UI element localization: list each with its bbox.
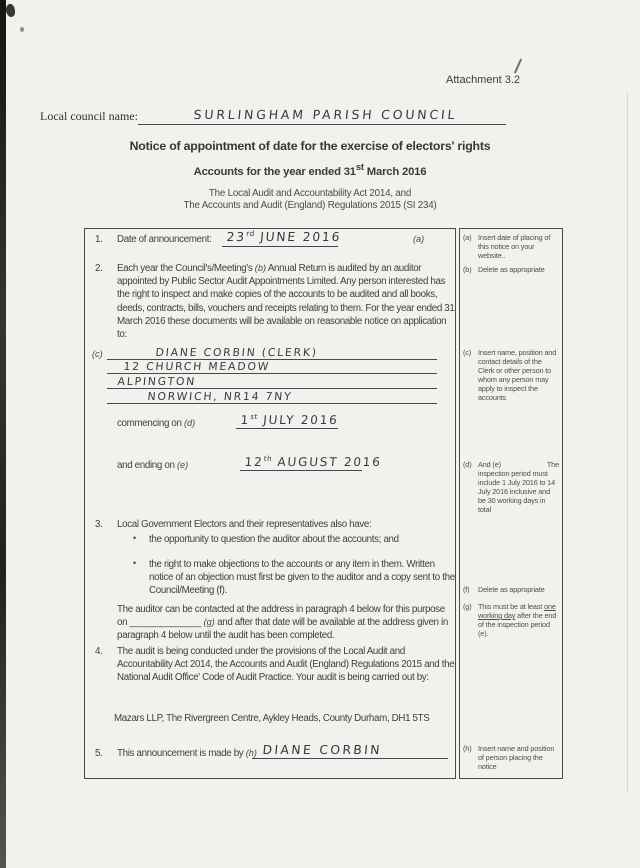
subtitle-ordinal: st [355, 161, 364, 172]
margin-note-d [463, 460, 559, 514]
note-b-ref: (b) [463, 265, 472, 274]
note-h-text: Insert name and position of person placing the notice [478, 744, 555, 771]
margin-note-h [463, 744, 559, 771]
item-2-text-post: Annual Return is audited by an auditor appointed by Public Sector Audit Appointments Limited. Any person interested has the right to inspect and make copies of the accounts to be audited and all books, deeds, contracts, bills, vouchers and receipts relating to them. For the year ended 31 March 2016 these documents will be available on reasonable notice on application to: [117, 263, 455, 341]
ending-handwriting [244, 454, 382, 469]
note-d-lead-row [478, 460, 559, 469]
commencing-label [117, 417, 195, 430]
address-line-4 [107, 389, 437, 404]
note-g-ref: (g) [463, 602, 472, 611]
page-title: Notice of appointment of date for the exercise of electors' rights [129, 139, 491, 153]
date-of-announcement-label: Date of announcement: [117, 234, 212, 245]
ref-d: (d) [183, 418, 196, 428]
ending-label-text: and ending on [117, 460, 177, 471]
bullet-1-dot: • [133, 533, 136, 543]
margin-note-g [463, 602, 559, 638]
commencing-ordinal: st [249, 412, 259, 421]
date-of-announcement-handwriting [226, 229, 342, 244]
scan-corner-mark [4, 3, 17, 18]
note-d-ref: (d) [463, 460, 472, 469]
note-g-body [478, 602, 559, 638]
item-4-number: 4. [95, 646, 103, 657]
note-d-text: inspection period must include 1 July 2016 to 14 July 2016 inclusive and be 30 working days in total [478, 469, 555, 514]
ending-ordinal: th [263, 454, 273, 463]
commencing-rest: JULY 2016 [257, 413, 340, 427]
address-line-1 [107, 345, 437, 360]
margin-note-b [463, 265, 559, 274]
ref-g: (g) [200, 617, 215, 628]
note-d-lead-right: The [546, 460, 559, 469]
ending-rest: AUGUST 2016 [271, 455, 383, 469]
council-name-line [138, 106, 506, 125]
margin-note-a [463, 233, 559, 260]
note-f-ref: (f) [463, 585, 470, 594]
commencing-day: 1 [240, 413, 251, 427]
note-a-text: Insert date of placing of this notice on your website.. [478, 233, 551, 260]
ending-day: 12 [244, 455, 265, 469]
subtitle-post: March 2016 [363, 165, 427, 178]
address-handwriting-2: 12 CHURCH MEADOW [123, 360, 271, 374]
margin-note-c [463, 348, 559, 402]
address-handwriting-1: DIANE CORBIN (CLERK) [155, 345, 319, 359]
pen-tick-mark [514, 58, 522, 73]
note-c-ref: (c) [463, 348, 472, 357]
item-5-number: 5. [95, 748, 103, 759]
note-g-post: after the end of the inspection period (e). [478, 611, 557, 638]
commencing-line [236, 411, 338, 429]
page-subtitle [70, 161, 550, 178]
auditor-text-post: and after that date will be available at the address given in paragraph 4 below until the audit has been completed. [117, 617, 448, 642]
note-f-text: Delete as appropriate [478, 585, 545, 594]
note-g-underlined: one working day [478, 602, 556, 620]
address-line-2 [107, 360, 437, 375]
announcement-made-by-label [117, 747, 257, 760]
council-name-handwriting: SURLINGHAM PARISH COUNCIL [193, 107, 458, 122]
auditor-text-pre: The auditor can be contacted at the address in paragraph 4 below for this purpose on [117, 604, 445, 629]
announcement-made-by-handwriting: DIANE CORBIN [262, 743, 383, 757]
item-2-number: 2. [95, 263, 103, 274]
attachment-label: Attachment 3.2 [446, 74, 520, 86]
ref-c: (c) [92, 349, 103, 359]
act-line-2: The Accounts and Audit (England) Regulations 2015 (SI 234) [183, 200, 437, 211]
scan-right-line [627, 92, 628, 792]
item-3-intro: Local Government Electors and their representatives also have: [117, 519, 372, 530]
date-ordinal: rd [245, 228, 256, 238]
note-h-ref: (h) [463, 744, 472, 753]
note-b-text: Delete as appropriate [478, 265, 545, 274]
commencing-label-text: commencing on [117, 418, 184, 429]
auditor-blank-line: ______________ [129, 617, 201, 629]
date-day: 23 [226, 230, 247, 244]
item-4-paragraph: The audit is being conducted under the provisions of the Local Audit and Accountability Act 2014, the Accounts and Audit (England) Regulations 2015 and the National Audit Office' Code of Audit Practice. Your audit is being carried out by: [117, 646, 455, 684]
bullet-1-text: the opportunity to question the auditor about the accounts; and [149, 534, 399, 545]
item-2-paragraph [117, 262, 455, 341]
act-line-1: The Local Audit and Accountability Act 2014, and [208, 188, 412, 199]
ref-a: (a) [413, 234, 425, 244]
auditor-contact-paragraph [117, 603, 455, 643]
scan-edge-artifact [0, 0, 6, 868]
announcement-made-by-text: This announcement is made by [117, 748, 246, 759]
contact-address-block [107, 345, 437, 404]
note-a-ref: (a) [463, 233, 472, 242]
commencing-handwriting [240, 412, 339, 427]
ref-h: (h) [245, 748, 257, 758]
council-name-label: Local council name: [40, 109, 138, 123]
bullet-2-text: the right to make objections to the accounts or any item in them. Written notice of an objection must first be given to the auditor and a copy sent to the Council/Meeting (f). [149, 559, 455, 597]
margin-note-f [463, 585, 559, 594]
ref-b: (b) [254, 263, 267, 273]
note-d-body [478, 460, 559, 514]
announcement-made-by-line [252, 741, 448, 759]
note-d-lead-left: And (e) [478, 460, 501, 469]
address-handwriting-4: NORWICH, NR14 7NY [147, 389, 294, 403]
bullet-2-dot: • [133, 558, 136, 568]
note-c-text: Insert name, position and contact details of the Clerk or other person to whom any person may apply to inspect the accounts [478, 348, 557, 402]
address-handwriting-3: ALPINGTON [117, 375, 197, 389]
item-2-text-pre: Each year the Council's/Meeting's [117, 263, 255, 274]
date-rest: JUNE 2016 [253, 230, 342, 244]
auditor-address: Mazars LLP, The Rivergreen Centre, Aykley Heads, County Durham, DH1 5TS [114, 713, 430, 724]
ref-e: (e) [176, 460, 189, 470]
item-3-number: 3. [95, 519, 103, 530]
item-1-number: 1. [95, 234, 103, 245]
scan-speck [20, 27, 24, 32]
ending-line [240, 453, 383, 471]
address-line-3 [107, 374, 437, 389]
note-g-pre: This must be at least [478, 602, 545, 611]
date-of-announcement-line [222, 228, 342, 247]
ending-label [117, 459, 188, 472]
subtitle-pre: Accounts for the year ended 31 [193, 165, 356, 178]
